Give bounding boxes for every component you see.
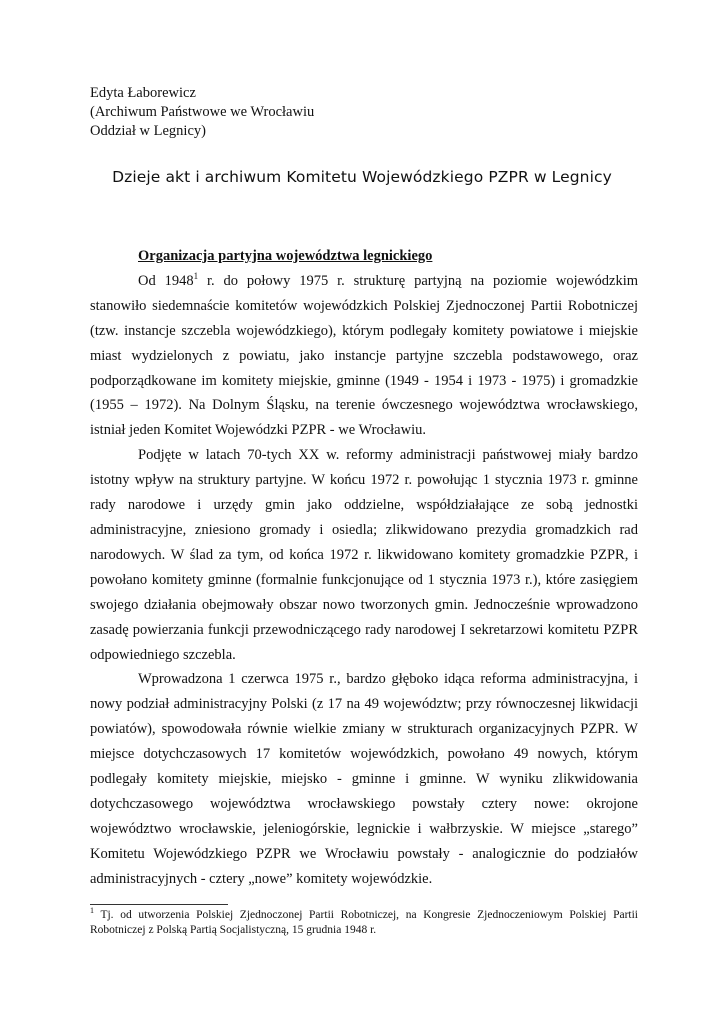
footnote-marker: 1 [90,906,94,916]
author-affiliation-line2: Oddział w Legnicy) [90,123,206,139]
article-body [90,244,638,892]
footnote-text: Tj. od utworzenia Polskiej Zjednoczonej Partii Robotniczej, na Kongresie Zjednoczeniowym Polskiej Partii Robotniczej z Polską Partią Socjalistyczną, 15 grudnia 1948 r. [90,909,638,936]
author-affiliation-line1: (Archiwum Państwowe we Wrocławiu [90,104,315,120]
author-block [90,84,314,141]
footnote-reference[interactable]: 1 [193,271,199,282]
footnote-separator [90,904,228,905]
footnote [90,908,638,938]
document-title: Dzieje akt i archiwum Komitetu Wojewódzkiego PZPR w Legnicy [112,168,612,186]
paragraph-1-start: Od 1948 [138,272,194,289]
paragraph-2: Podjęte w latach 70-tych XX w. reformy administracji państwowej miały bardzo istotny wpływ na struktury partyjne. W końcu 1972 r. powołując 1 stycznia 1973 r. gminne rady narodowe i urzędy gmin jako oddzielne, współdziałające ze sobą jednostki administracyjne, zniesiono gromady i osiedla; zlikwidowano prezydia gromadzkich rad narodowych. W ślad za tym, od końca 1972 r. likwidowano komitety gromadzkie PZPR, i powołano komitety gminne (formalnie funkcjonujące od 1 stycznia 1973 r.), które zasięgiem swojego działania obejmowały obszar nowo tworzonych gmin. Jednocześnie wprowadzono zasadę powierzania funkcji przewodniczącego rady narodowej I sekretarzowi komitetu PZPR odpowiedniego szczebla. [90,447,638,663]
paragraph-3: Wprowadzona 1 czerwca 1975 r., bardzo głęboko idąca reforma administracyjna, i nowy podział administracyjny Polski (z 17 na 49 województw; przy równoczesnej likwidacji powiatów), spowodowała równie wielkie zmiany w strukturach organizacyjnych PZPR. W miejsce dotychczasowych 17 komitetów wojewódzkich, powołano 49 nowych, którym podlegały komitety miejskie, miejsko - gminne i gminne. W wyniku zlikwidowania dotychczasowego województwa wrocławskiego powstały cztery nowe: okrojone województwo wrocławskie, jeleniogórskie, legnickie i wałbrzyskie. W miejsce „starego” Komitetu Wojewódzkiego PZPR we Wrocławiu powstały - analogicznie do podziałów administracyjnych - cztery „nowe” komitety wojewódzkie. [90,671,638,887]
paragraph-1-rest: r. do połowy 1975 r. strukturę partyjną na poziomie wojewódzkim stanowiło siedemnaście komitetów wojewódzkich Polskiej Zjednoczonej Partii Robotniczej (tzw. instancje szczebla wojewódzkiego), którym podlegały komitety powiatowe i miejskie miast wydzielonych z powiatu, jako instancje partyjne szczebla podstawowego, oraz podporządkowane im komitety miejskie, gminne (1949 - 1954 i 1973 - 1975) i gromadzkie (1955 – 1972). Na Dolnym Śląsku, na terenie ówczesnego województwa wrocławskiego, istniał jeden Komitet Wojewódzki PZPR - we Wrocławiu. [90,272,638,439]
author-name: Edyta Łaborewicz [90,85,196,101]
section-heading: Organizacja partyjna województwa legnickiego [138,248,433,264]
paragraph-1 [90,269,638,443]
